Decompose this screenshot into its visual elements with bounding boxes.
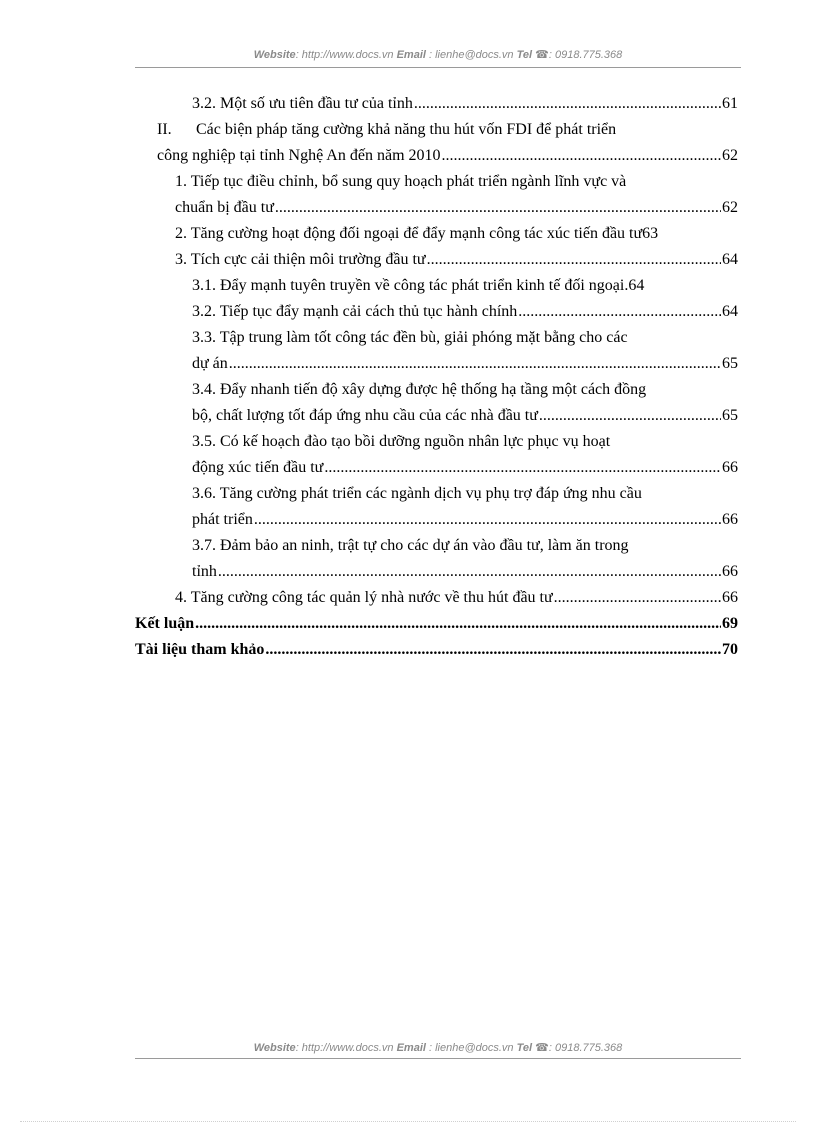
toc-entry-continued: tỉnh ..... 66	[192, 562, 738, 582]
phone-icon: ☎	[535, 49, 549, 61]
toc-entry-continued: dự án ..... 65	[192, 354, 738, 374]
website-value: : http://www.docs.vn	[295, 49, 394, 61]
tel-label: Tel	[516, 49, 533, 61]
tel-value: : 0918.775.368	[548, 49, 623, 61]
toc-entry: 3.4. Đẩy nhanh tiến độ xây dựng được hệ thống hạ tầng một cách đồng	[192, 381, 647, 398]
toc-entry-continued: chuẩn bị đầu tư ..... 62	[175, 198, 738, 218]
email-label: Email	[396, 1042, 426, 1054]
page-footer	[135, 1041, 741, 1054]
email-value: : lienhe@docs.vn	[429, 49, 514, 61]
toc-entry: II. Các biện pháp tăng cường khả năng thu hút vốn FDI để phát triển	[157, 121, 617, 138]
email-label: Email	[396, 49, 426, 61]
email-value: : lienhe@docs.vn	[429, 1042, 514, 1054]
website-label: Website	[253, 1042, 296, 1054]
phone-icon: ☎	[535, 1042, 549, 1054]
toc-entry: 3.2. Một số ưu tiên đầu tư của tỉnh ..... 61	[192, 94, 738, 114]
website-label: Website	[253, 49, 296, 61]
toc-entry-continued: phát triển ..... 66	[192, 510, 738, 530]
toc-entry-conclusion: Kết luận ..... 69	[135, 614, 738, 634]
toc-entry: 3.6. Tăng cường phát triển các ngành dịch vụ phụ trợ đáp ứng nhu cầu	[192, 485, 642, 502]
toc-entry: 3.2. Tiếp tục đẩy mạnh cải cách thủ tục hành chính ..... 64	[192, 302, 738, 322]
toc-entry-continued: công nghiệp tại tỉnh Nghệ An đến năm 2010 ..... 62	[157, 146, 738, 166]
toc-entry: 1. Tiếp tục điều chỉnh, bổ sung quy hoạch phát triển ngành lĩnh vực và	[175, 173, 627, 190]
toc-entry-references: Tài liệu tham khảo ..... 70	[135, 640, 738, 660]
toc-entry: 3. Tích cực cải thiện môi trường đầu tư ..... 64	[175, 250, 738, 270]
header-rule	[135, 67, 741, 68]
toc-entry-continued: động xúc tiến đầu tư ..... 66	[192, 458, 738, 478]
tel-value: : 0918.775.368	[548, 1042, 623, 1054]
toc-entry: 4. Tăng cường công tác quản lý nhà nước về thu hút đầu tư ..... 66	[175, 588, 738, 608]
toc-entry: 3.7. Đảm bảo an ninh, trật tự cho các dự án vào đầu tư, làm ăn trong	[192, 537, 629, 554]
footer-rule	[135, 1058, 741, 1059]
toc-entry: 2. Tăng cường hoạt động đối ngoại để đẩy mạnh công tác xúc tiến đầu tư 63	[175, 225, 659, 242]
tel-label: Tel	[516, 1042, 533, 1054]
page-edge-divider	[20, 1121, 796, 1122]
toc-entry: 3.1. Đẩy mạnh tuyên truyền về công tác phát triển kinh tế đối ngoại .64	[192, 277, 645, 294]
page-header	[135, 48, 741, 61]
toc-entry: 3.3. Tập trung làm tốt công tác đền bù, giải phóng mặt bằng cho các	[192, 329, 628, 346]
website-value: : http://www.docs.vn	[295, 1042, 394, 1054]
toc-entry: 3.5. Có kế hoạch đào tạo bồi dưỡng nguồn nhân lực phục vụ hoạt	[192, 433, 611, 450]
toc-entry-continued: bộ, chất lượng tốt đáp ứng nhu cầu của các nhà đầu tư ..... 65	[192, 406, 738, 426]
